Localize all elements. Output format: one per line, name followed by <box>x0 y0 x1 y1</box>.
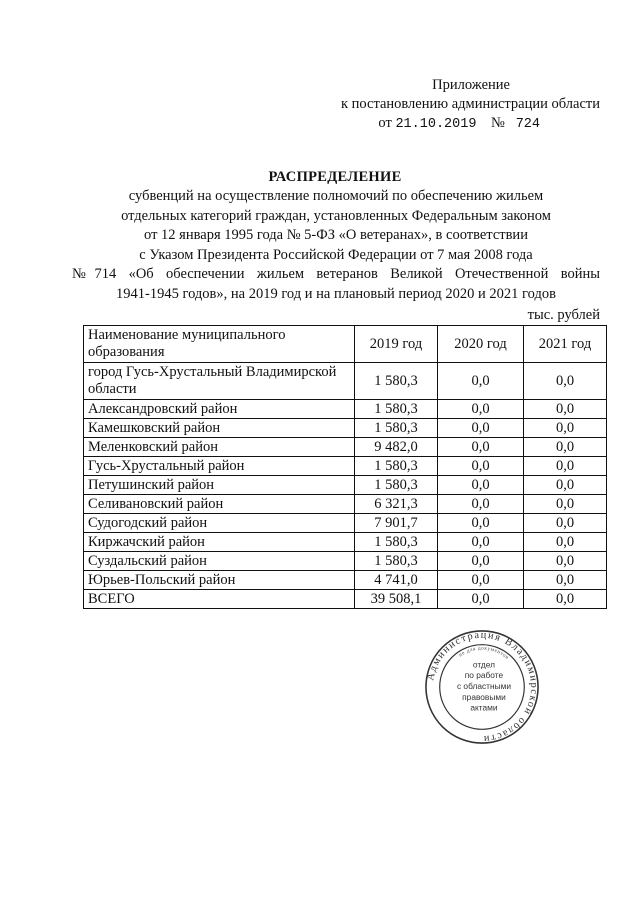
value-2020: 0,0 <box>438 363 524 400</box>
value-2020: 0,0 <box>438 533 524 552</box>
number-prefix: № <box>490 115 505 131</box>
title-description <box>72 187 600 304</box>
value-2020: 0,0 <box>438 495 524 514</box>
table-row <box>84 400 607 419</box>
stamp-center-line: по работе <box>464 670 504 681</box>
municipality-name: Александровский район <box>84 400 355 419</box>
municipality-name: Суздальский район <box>84 552 355 571</box>
municipality-name: Меленковский район <box>84 438 355 457</box>
municipality-name: Киржачский район <box>84 533 355 552</box>
appendix-reference: к постановлению администрации области <box>340 96 600 112</box>
total-label: ВСЕГО <box>84 590 355 609</box>
value-2020: 0,0 <box>438 476 524 495</box>
value-2021: 0,0 <box>524 400 607 419</box>
total-2021: 0,0 <box>524 590 607 609</box>
official-stamp <box>423 628 541 746</box>
value-2021: 0,0 <box>524 363 607 400</box>
date-prefix: от <box>378 115 392 131</box>
stamp-center-line: отдел <box>472 659 496 670</box>
document-title <box>70 168 600 187</box>
value-2021: 0,0 <box>524 571 607 590</box>
header-2021: 2021 год <box>524 326 607 363</box>
value-2019: 1 580,3 <box>355 533 438 552</box>
value-2021: 0,0 <box>524 419 607 438</box>
table-row <box>84 533 607 552</box>
stamp-outer-text: Администрация Владимирской области <box>425 629 540 745</box>
table-header-row <box>84 326 607 363</box>
value-2021: 0,0 <box>524 533 607 552</box>
value-2021: 0,0 <box>524 438 607 457</box>
appendix-title: Приложение <box>432 77 510 93</box>
title-heading: РАСПРЕДЕЛЕНИЕ <box>268 169 402 185</box>
stamp-center-line: с областными <box>456 680 511 691</box>
total-2019: 39 508,1 <box>355 590 438 609</box>
header-2019: 2019 год <box>355 326 438 363</box>
municipality-name: Судогодский район <box>84 514 355 533</box>
value-2021: 0,0 <box>524 476 607 495</box>
value-2020: 0,0 <box>438 400 524 419</box>
value-2021: 0,0 <box>524 514 607 533</box>
value-2019: 9 482,0 <box>355 438 438 457</box>
table-row <box>84 571 607 590</box>
value-2019: 1 580,3 <box>355 419 438 438</box>
value-2019: 7 901,7 <box>355 514 438 533</box>
value-2019: 1 580,3 <box>355 457 438 476</box>
header-municipality: Наименование муниципального образования <box>84 326 355 363</box>
value-2021: 0,0 <box>524 457 607 476</box>
title-line: отдельных категорий граждан, установленных Федеральным законом <box>121 207 551 224</box>
header-2020: 2020 год <box>438 326 524 363</box>
title-line: 1941-1945 годов», на 2019 год и на плановый период 2020 и 2021 годов <box>116 285 556 302</box>
value-2019: 6 321,3 <box>355 495 438 514</box>
value-2020: 0,0 <box>438 514 524 533</box>
table-row <box>84 438 607 457</box>
value-2020: 0,0 <box>438 419 524 438</box>
table-row <box>84 495 607 514</box>
title-line: с Указом Президента Российской Федерации от 7 мая 2008 года <box>139 246 533 263</box>
table-row <box>84 552 607 571</box>
stamp-inner-text: не для документов <box>457 645 510 661</box>
value-2019: 1 580,3 <box>355 552 438 571</box>
decree-number: 724 <box>515 117 540 132</box>
decree-date: 21.10.2019 <box>395 117 477 132</box>
municipality-name: Юрьев-Польский район <box>84 571 355 590</box>
value-2021: 0,0 <box>524 552 607 571</box>
municipality-name: город Гусь-Хрустальный Владимирской области <box>84 363 355 400</box>
stamp-center-line: актами <box>470 702 498 713</box>
title-line: №714 «Об обеспечении жильем ветеранов Великой Отечественной войны <box>72 266 600 282</box>
title-line: от 12 января 1995 года № 5-ФЗ «О ветеранах», в соответствии <box>144 227 528 243</box>
table-row <box>84 363 607 400</box>
value-2019: 4 741,0 <box>355 571 438 590</box>
municipality-name: Камешковский район <box>84 419 355 438</box>
title-line: субвенций на осуществление полномочий по обеспечению жильем <box>128 188 544 204</box>
municipality-name: Петушинский район <box>84 476 355 495</box>
table-row <box>84 514 607 533</box>
appendix-block <box>300 76 600 134</box>
municipality-name: Гусь-Хрустальный район <box>84 457 355 476</box>
value-2019: 1 580,3 <box>355 400 438 419</box>
total-2020: 0,0 <box>438 590 524 609</box>
appendix-date-line <box>300 114 600 134</box>
value-2019: 1 580,3 <box>355 476 438 495</box>
table-row <box>84 476 607 495</box>
value-2020: 0,0 <box>438 457 524 476</box>
unit-label: тыс. рублей <box>527 307 600 323</box>
value-2020: 0,0 <box>438 571 524 590</box>
value-2020: 0,0 <box>438 438 524 457</box>
stamp-center-line: правовыми <box>462 691 506 702</box>
value-2021: 0,0 <box>524 495 607 514</box>
table-total-row <box>84 590 607 609</box>
table-row <box>84 419 607 438</box>
subventions-table <box>83 325 607 609</box>
municipality-name: Селивановский район <box>84 495 355 514</box>
value-2020: 0,0 <box>438 552 524 571</box>
table-row <box>84 457 607 476</box>
value-2019: 1 580,3 <box>355 363 438 400</box>
